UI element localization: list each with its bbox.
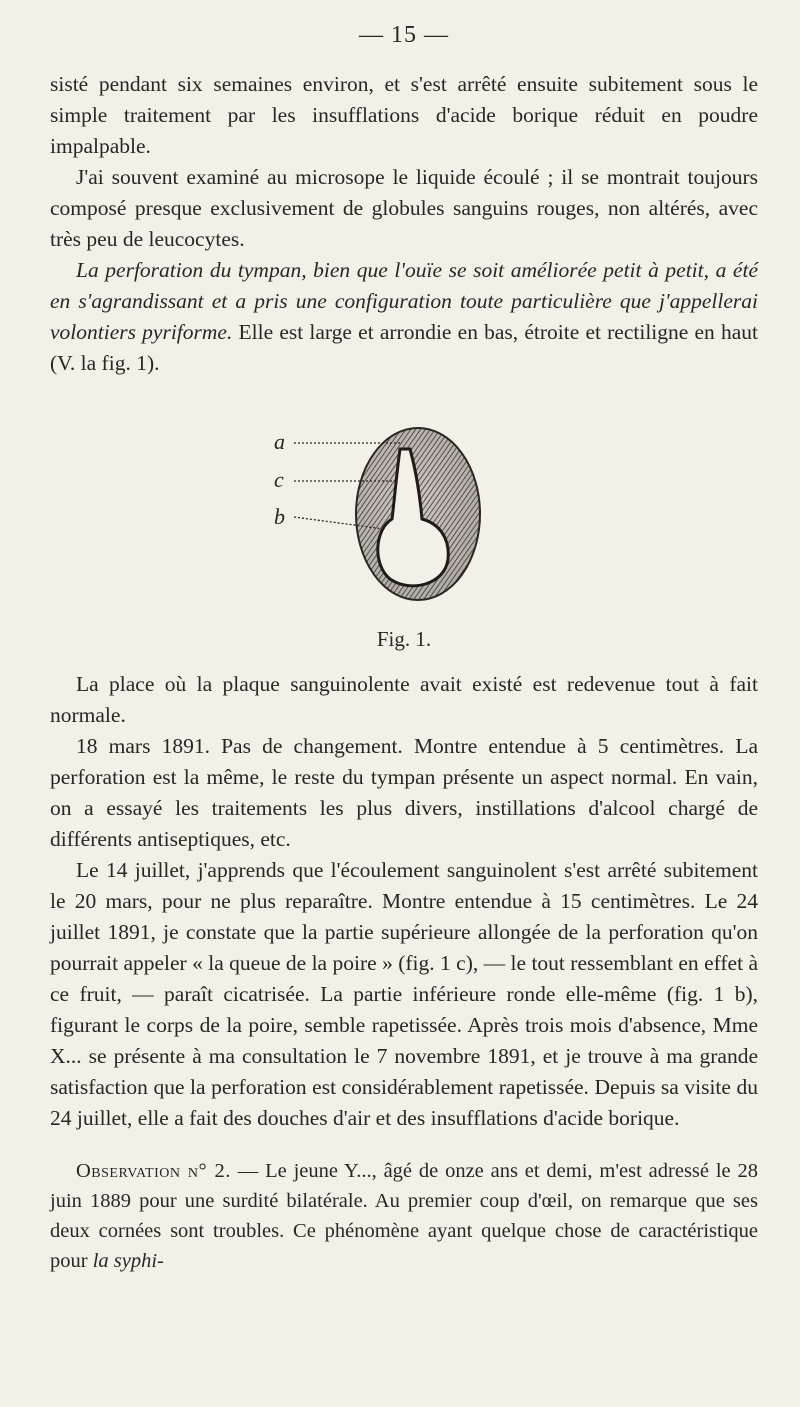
figure-1 (50, 379, 758, 669)
paragraph-5: 18 mars 1891. Pas de changement. Montre entendue à 5 centimètres. La perforation est la même, le reste du tympan présente un aspect normal. En vain, on a essayé les traitements les plus divers, instillations d'alcool chargé de différents antiseptiques, etc. (50, 734, 758, 851)
observation-text: — Le jeune Y..., âgé de onze ans et demi, m'est adressé le 28 juin 1889 pour une surdité bilatérale. Au premier coup d'œil, on remarque que ses deux cornées sont troubles. Ce phénomène ayant quelque chose de caractéristique pour (50, 1160, 758, 1272)
page (50, 22, 758, 1276)
eardrum-illustration (50, 379, 758, 669)
paragraph-6: Le 14 juillet, j'apprends que l'écoulement sanguinolent s'est arrêté subitement le 20 mars, pour ne plus reparaître. Montre entendue à 15 centimètres. Le 24 juillet 1891, je constate que la partie supérieure allongée de la perforation qu'on pourrait appeler « la queue de la poire » (fig. 1 c), — le tout ressemblant en effet à ce fruit, — paraît cicatrisée. La partie inférieure ronde elle-même (fig. 1 b), figurant le corps de la poire, semble rapetissée. Après trois mois d'absence, Mme X... se présente à ma consultation le 7 novembre 1891, et je trouve à ma grande satisfaction que la perforation est considérablement rapetissée. Depuis sa visite du 24 juillet, elle a fait des douches d'air et des insufflations d'acide borique. (50, 858, 758, 1130)
figure-caption: Fig. 1. (376, 627, 432, 651)
paragraph-2: J'ai souvent examiné au microsope le liquide écoulé ; il se montrait toujours composé presque exclusivement de globules sanguins rouges, non altérés, avec très peu de leucocytes. (50, 165, 758, 251)
paragraph-3-rest: Elle est large et arrondie en bas, étroite et rectiligne en haut (V. la fig. 1). (50, 320, 758, 375)
observation-2 (50, 1156, 758, 1276)
paragraph-1: sisté pendant six semaines environ, et s'est arrêté ensuite subitement sous le simple traitement par les insufflations d'acide borique réduit en poudre impalpable. (50, 72, 758, 158)
paragraph-4: La place où la plaque sanguinolente avait existé est redevenue tout à fait normale. (50, 672, 758, 727)
page-number: — 15 — (359, 22, 449, 48)
label-a: a (274, 429, 285, 454)
observation-italic: la syphi- (92, 1250, 164, 1272)
observation-heading: Observation n° 2. (76, 1160, 231, 1182)
label-b: b (274, 504, 285, 529)
paragraph-3-italic: La perforation du tympan, bien que l'ouïe se soit améliorée petit à petit, a été en s'agrandissant et a pris une configuration toute particulière que j'appellerai volontiers pyriforme. (50, 258, 758, 344)
paragraph-3 (50, 255, 758, 379)
label-c: c (274, 467, 284, 492)
